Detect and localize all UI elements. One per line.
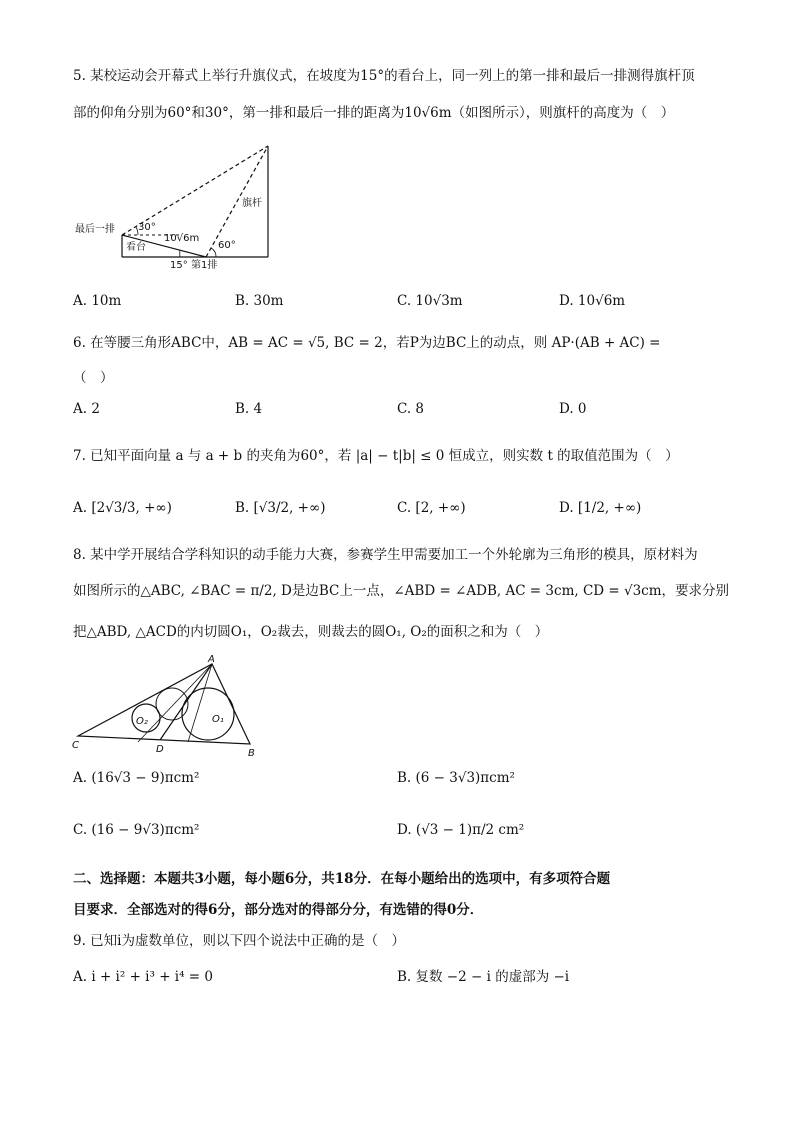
q8-line2: 如图所示的△ABC, ∠BAC = π/2, D是边BC上一点，∠ABD = ∠ADB, AC = 3cm, CD = √3cm，要求分别 xyxy=(73,583,730,599)
q6-line1: 6. 在等腰三角形ABC中，AB = AC = √5, BC = 2，若P为边BC上的动点，则 AP·(AB + AC) = xyxy=(73,335,661,351)
q6-line2: （ ） xyxy=(73,370,114,386)
q7-line1: 7. 已知平面向量 a 与 a + b 的夹角为60°，若 |a| − t|b| ≤ 0 恒成立，则实数 t 的取值范围为（ ） xyxy=(73,448,679,464)
q8-figure xyxy=(68,652,268,762)
q5-line1: 5. 某校运动会开幕式上举行升旗仪式，在坡度为15°的看台上，同一列上的第一排和最后一排测得旗杆顶 xyxy=(73,68,695,84)
q9-option-a: A. i + i² + i³ + i⁴ = 0 xyxy=(73,969,214,985)
q6-option-a: A. 2 xyxy=(73,401,100,417)
q8-option-b: B. (6 − 3√3)πcm² xyxy=(397,770,515,786)
section2-line1: 二、选择题：本题共3小题，每小题6分，共18分．在每小题给出的选项中，有多项符合题 xyxy=(73,871,611,887)
q7-option-d: D. [1/2, +∞) xyxy=(559,500,642,516)
q8-triangle-abc xyxy=(78,664,250,744)
q6-option-c: C. 8 xyxy=(397,401,425,417)
q8-circle-middle xyxy=(156,688,188,720)
q8-incircle-o1 xyxy=(182,688,234,740)
q5-figure xyxy=(72,140,282,270)
q8-helper-line-1 xyxy=(138,664,212,742)
q5-label-pole: 旗杆 xyxy=(242,198,262,209)
section2-line2: 目要求．全部选对的得6分，部分选对的得部分分，有选错的得0分． xyxy=(73,902,484,918)
q7-option-c: C. [2, +∞) xyxy=(397,500,466,516)
q8-helper-line-2 xyxy=(188,664,212,742)
q8-option-a: A. (16√3 − 9)πcm² xyxy=(73,770,200,786)
q8-label-d: D xyxy=(156,744,164,755)
q5-label-distance: 10√6m xyxy=(164,233,200,244)
q8-label-b: B xyxy=(248,748,255,759)
q5-label-angle-30: 30° xyxy=(138,222,156,233)
q5-label-stand: 看台 xyxy=(126,242,146,253)
q8-label-o2: O₂ xyxy=(136,716,148,727)
q7-option-a: A. [2√3/3, +∞) xyxy=(73,500,172,516)
q8-line3: 把△ABD, △ACD的内切圆O₁，O₂裁去，则裁去的圆O₁, O₂的面积之和为（ ） xyxy=(73,624,549,640)
q5-option-d: D. 10√6m xyxy=(559,293,626,309)
q5-option-b: B. 30m xyxy=(235,293,284,309)
q5-option-c: C. 10√3m xyxy=(397,293,463,309)
q8-label-o1: O₁ xyxy=(212,714,224,725)
q5-arc-60 xyxy=(211,248,216,257)
q8-label-a: A xyxy=(208,654,215,665)
q5-option-a: A. 10m xyxy=(73,293,122,309)
q8-line1: 8. 某中学开展结合学科知识的动手能力大赛，参赛学生甲需要加工一个外轮廓为三角形的模具，原材料为 xyxy=(73,547,698,563)
q5-label-angle-60: 60° xyxy=(218,240,236,251)
q5-label-angle-15: 15° xyxy=(170,260,188,270)
q9-option-b: B. 复数 −2 − i 的虚部为 −i xyxy=(397,969,570,985)
q7-option-b: B. [√3/2, +∞) xyxy=(235,500,326,516)
q6-option-d: D. 0 xyxy=(559,401,587,417)
q9-line1: 9. 已知i为虚数单位，则以下四个说法中正确的是（ ） xyxy=(73,933,405,949)
q8-option-d: D. (√3 − 1)π/2 cm² xyxy=(397,822,525,838)
q5-label-last-row: 最后一排 xyxy=(75,224,115,235)
q8-option-c: C. (16 − 9√3)πcm² xyxy=(73,822,200,838)
q5-line2: 部的仰角分别为60°和30°，第一排和最后一排的距离为10√6m（如图所示），则旗杆的高度为（ ） xyxy=(73,105,675,121)
q6-option-b: B. 4 xyxy=(235,401,263,417)
q8-label-c: C xyxy=(72,740,79,751)
q5-label-first-row: 第1排 xyxy=(191,260,218,270)
